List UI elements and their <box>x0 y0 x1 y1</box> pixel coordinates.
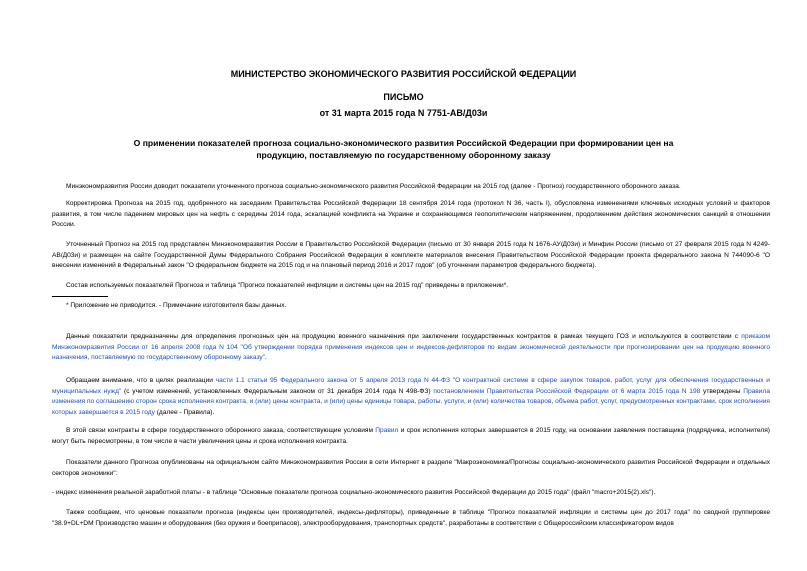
paragraph-5-text-b: . <box>265 354 267 362</box>
paragraph-5-text-a: Данные показатели предназначены для определения прогнозных цен на продукцию военного назначения при заключении государственных контрактов в рамках текущего ГОЗ и используются в соответствии с <box>66 333 742 340</box>
paragraph-2: Корректировка Прогноза на 2015 год, одобренного на заседании Правительства Российской Федерации 18 сентября 2014 года (протокол N 36, часть I), обусловлена изменениями ключевых исходных условий и факторов развития, в том числе падением мировых цен на нефть с середины 2014 года, эскалацией конфликта на Украине и сохраняющимся геополитическим напряжением, продолжением действия экономических санкций в отношении России. <box>52 200 770 229</box>
order-104-link[interactable]: приказом Минэкономразвития России от 16 апреля 2008 года N 104 "Об утверждении порядка применения индексов цен и индексов-дефляторов по видам экономической деятельности при прогнозировании цен на продукцию военного назначения, поставляемую по государственному оборонному заказу" <box>52 333 770 362</box>
resolution-198-link[interactable]: постановлением Правительства Российской Федерации от 6 марта 2015 года N 198 <box>433 387 701 395</box>
paragraph-6-text-a: Обращаем внимание, что в целях реализации <box>66 377 216 384</box>
paragraph-6-text-c: утверждены <box>700 387 744 395</box>
paragraph-7 <box>52 426 770 447</box>
paragraph-6-text-d: (далее - Правила). <box>154 408 215 416</box>
footnote-divider <box>52 296 108 297</box>
paragraph-9: - индекс изменения реальной заработной платы - в таблице "Основные показатели прогноза социально-экономического развития Российской Федерации до 2015 года" (файл "macro+2015(2).xls"). <box>52 489 656 496</box>
paragraph-1: Минэкономразвития России доводит показатели уточненного прогноза социально-экономического развития Российской Федерации на 2015 год (далее - Прогноз) государственного оборонного заказа. <box>66 183 681 190</box>
paragraph-4: Состав используемых показателей Прогноза и таблица "Прогноз показателей инфляции и системы цен на 2015 год" приведены в приложении*. <box>66 282 509 289</box>
paragraph-3: Уточненный Прогноз на 2015 год представлен Минэкономразвития России в Правительство Российской Федерации (письмо от 30 января 2015 года N 1676-АУ/Д03и) и Минфин России (письмо от 27 февраля 2015 года N 4249-АВ/Д03и) и размещен на сайте Государственной Думы Федерального Собрания Российской Федерации в комплекте материалов внесения Правительством Российской Федерации проекта федерального закона N 744090-6 "О внесении изменений в Федеральный закон "О федеральном бюджете на 2015 год и на плановый период 2016 и 2017 годов" (об уточнении параметров федерального бюджета). <box>52 241 770 270</box>
law-44fz-link[interactable]: части 1.1 статьи 95 Федерального закона от 5 апреля 2013 года N 44-ФЗ "О контрактной системе в сфере закупок товаров, работ, услуг для обеспечения государственных и муниципальных нужд" <box>52 377 770 395</box>
rules-short-link[interactable]: Правил <box>375 427 399 434</box>
paragraph-5 <box>52 332 770 364</box>
ministry-heading: МИНИСТЕРСТВО ЭКОНОМИЧЕСКОГО РАЗВИТИЯ РОССИЙСКОЙ ФЕДЕРАЦИИ <box>230 69 577 79</box>
footnote: * Приложение не приводится. - Примечание изготовителя базы данных. <box>66 302 287 309</box>
document-type-heading: ПИСЬМО <box>383 92 424 102</box>
paragraph-7-text-a: В этой связи контракты в сфере государственного оборонного заказа, соответствующие условиям <box>66 427 376 434</box>
paragraph-10: Также сообщаем, что ценовые показатели прогноза (индексы цен производителей, индексы-дефляторы), приведенные в таблице "Прогноз показателей инфляции и системы цен до 2017 года" по сводной группировке "38.9+DL+DM Производство машин и оборудования (без оружия и боеприпасов), электрооборудования, транспортных средств", разработаны в соответствии с Общероссийским классификатором видов <box>52 509 770 527</box>
paragraph-6-text-b: (с учетом изменений, установленных Федеральным законом от 31 декабря 2014 года N 498-ФЗ) <box>121 387 434 395</box>
rules-link[interactable]: Правила изменения по соглашению сторон срока исполнения контракта, и (или) цены контракта, и (или) цены единицы товара, работы, услуги, и (или) количества товаров, объема работ, услуг, предусмотренных контрактами, срок исполнения которых завершается в 2015 году <box>52 387 770 416</box>
document-title: О применении показателей прогноза социально-экономического развития Российской Федерации при формировании цен на продукцию, поставляемую по государственному оборонному заказу <box>133 138 674 160</box>
paragraph-7-text-b: и срок исполнения которых завершается в 2015 году, на основании заявления поставщика (подрядчика, исполнителя) могут быть пересмотрены, в том числе в части увеличения цены и срока исполнения контракта. <box>52 427 770 445</box>
paragraph-6 <box>52 376 770 418</box>
paragraph-8: Показатели данного Прогноза опубликованы на официальном сайте Минэкономразвития России в сети Интернет в разделе "Макроэкономика/Прогнозы социально-экономического развития Российской Федерации и отдельных секторов экономики": <box>52 459 770 477</box>
document-number-heading: от 31 марта 2015 года N 7751-АВ/Д03и <box>319 108 488 118</box>
